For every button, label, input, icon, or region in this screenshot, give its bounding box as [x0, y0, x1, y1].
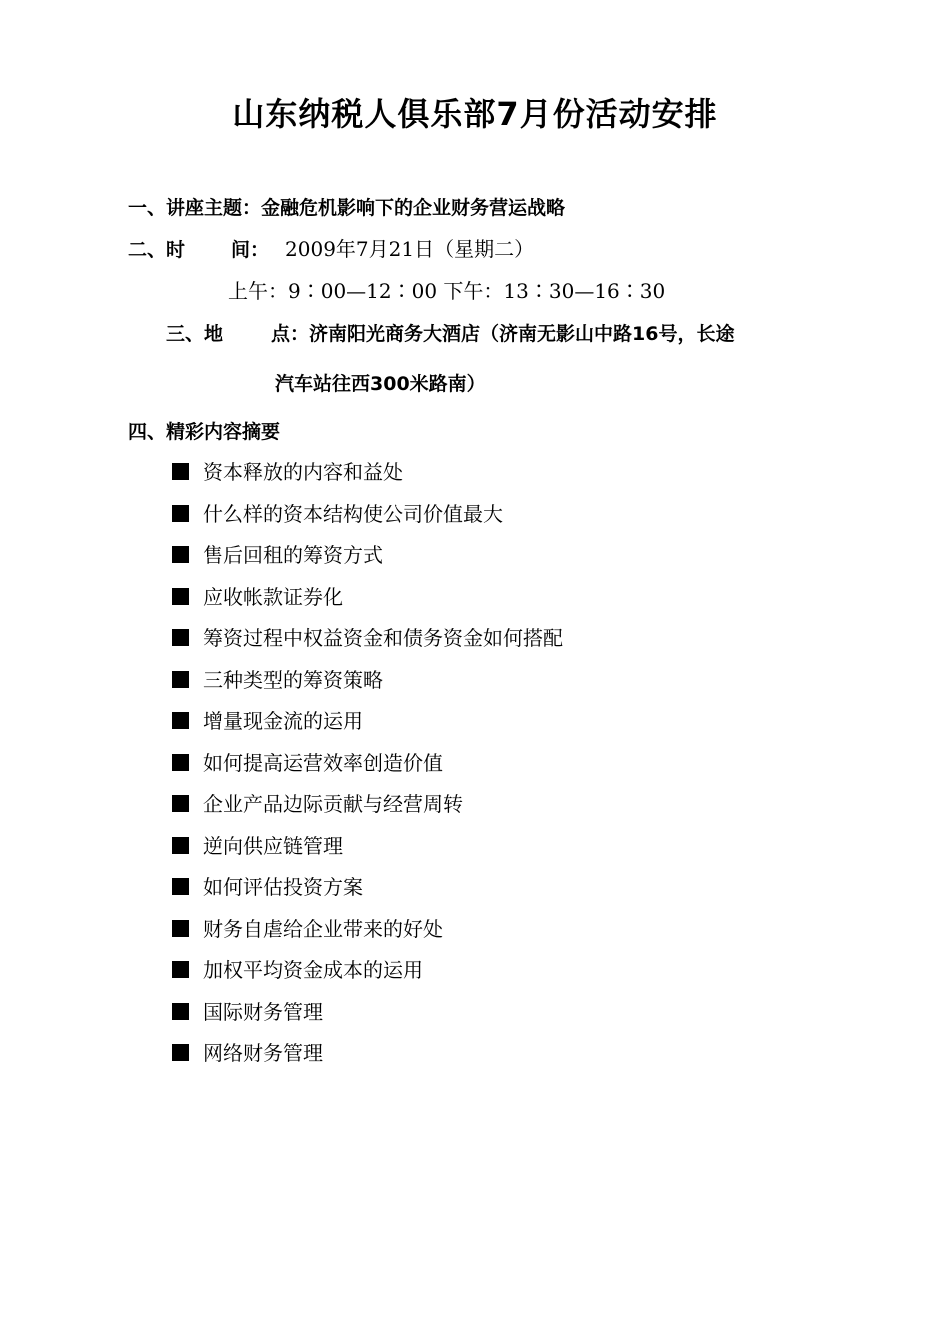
- lecture-topic-value: 金融危机影响下的企业财务营运战略: [261, 197, 566, 219]
- square-bullet-icon: [172, 795, 189, 812]
- list-item: 逆向供应链管理: [172, 832, 563, 874]
- square-bullet-icon: [172, 754, 189, 771]
- location-value-line2: 汽车站往西300米路南）: [275, 373, 486, 395]
- list-item: 国际财务管理: [172, 998, 563, 1040]
- square-bullet-icon: [172, 588, 189, 605]
- time-date: 2009年7月21日（星期二）: [285, 237, 535, 261]
- square-bullet-icon: [172, 712, 189, 729]
- list-item: 网络财务管理: [172, 1039, 563, 1081]
- list-item: 三种类型的筹资策略: [172, 666, 563, 708]
- time-line: [128, 235, 534, 264]
- list-item: 资本释放的内容和益处: [172, 458, 563, 500]
- square-bullet-icon: [172, 629, 189, 646]
- square-bullet-icon: [172, 463, 189, 480]
- location-value-line1: 济南阳光商务大酒店（济南无影山中路16号，长途: [309, 323, 735, 345]
- location-line: [166, 320, 734, 348]
- square-bullet-icon: [172, 920, 189, 937]
- time-label-b: 间：: [231, 239, 270, 261]
- list-item: 什么样的资本结构使公司价值最大: [172, 500, 563, 542]
- square-bullet-icon: [172, 671, 189, 688]
- square-bullet-icon: [172, 546, 189, 563]
- list-item: 增量现金流的运用: [172, 707, 563, 749]
- list-item: 筹资过程中权益资金和债务资金如何搭配: [172, 624, 563, 666]
- lecture-topic-label: 一、讲座主题：: [128, 197, 262, 219]
- content-summary-list: [172, 458, 563, 1081]
- list-item: 应收帐款证券化: [172, 583, 563, 625]
- square-bullet-icon: [172, 878, 189, 895]
- list-item: 如何评估投资方案: [172, 873, 563, 915]
- lecture-topic-line: [128, 194, 565, 222]
- square-bullet-icon: [172, 505, 189, 522]
- list-item: 加权平均资金成本的运用: [172, 956, 563, 998]
- list-item: 财务自虐给企业带来的好处: [172, 915, 563, 957]
- list-item: 企业产品边际贡献与经营周转: [172, 790, 563, 832]
- time-hours: 上午：9∶00—12∶00 下午：13∶30—16∶30: [228, 279, 666, 303]
- location-label-b: 点：: [271, 323, 310, 345]
- square-bullet-icon: [172, 961, 189, 978]
- square-bullet-icon: [172, 837, 189, 854]
- time-label-a: 二、时: [128, 239, 186, 261]
- list-item: 如何提高运营效率创造价值: [172, 749, 563, 791]
- page-title: 山东纳税人俱乐部7月份活动安排: [232, 95, 718, 133]
- location-line-2: [275, 370, 486, 398]
- square-bullet-icon: [172, 1044, 189, 1061]
- square-bullet-icon: [172, 1003, 189, 1020]
- location-label-a: 三、地: [166, 323, 224, 345]
- content-summary-heading: 四、精彩内容摘要: [128, 421, 281, 443]
- list-item: 售后回租的筹资方式: [172, 541, 563, 583]
- time-hours-line: [228, 277, 665, 305]
